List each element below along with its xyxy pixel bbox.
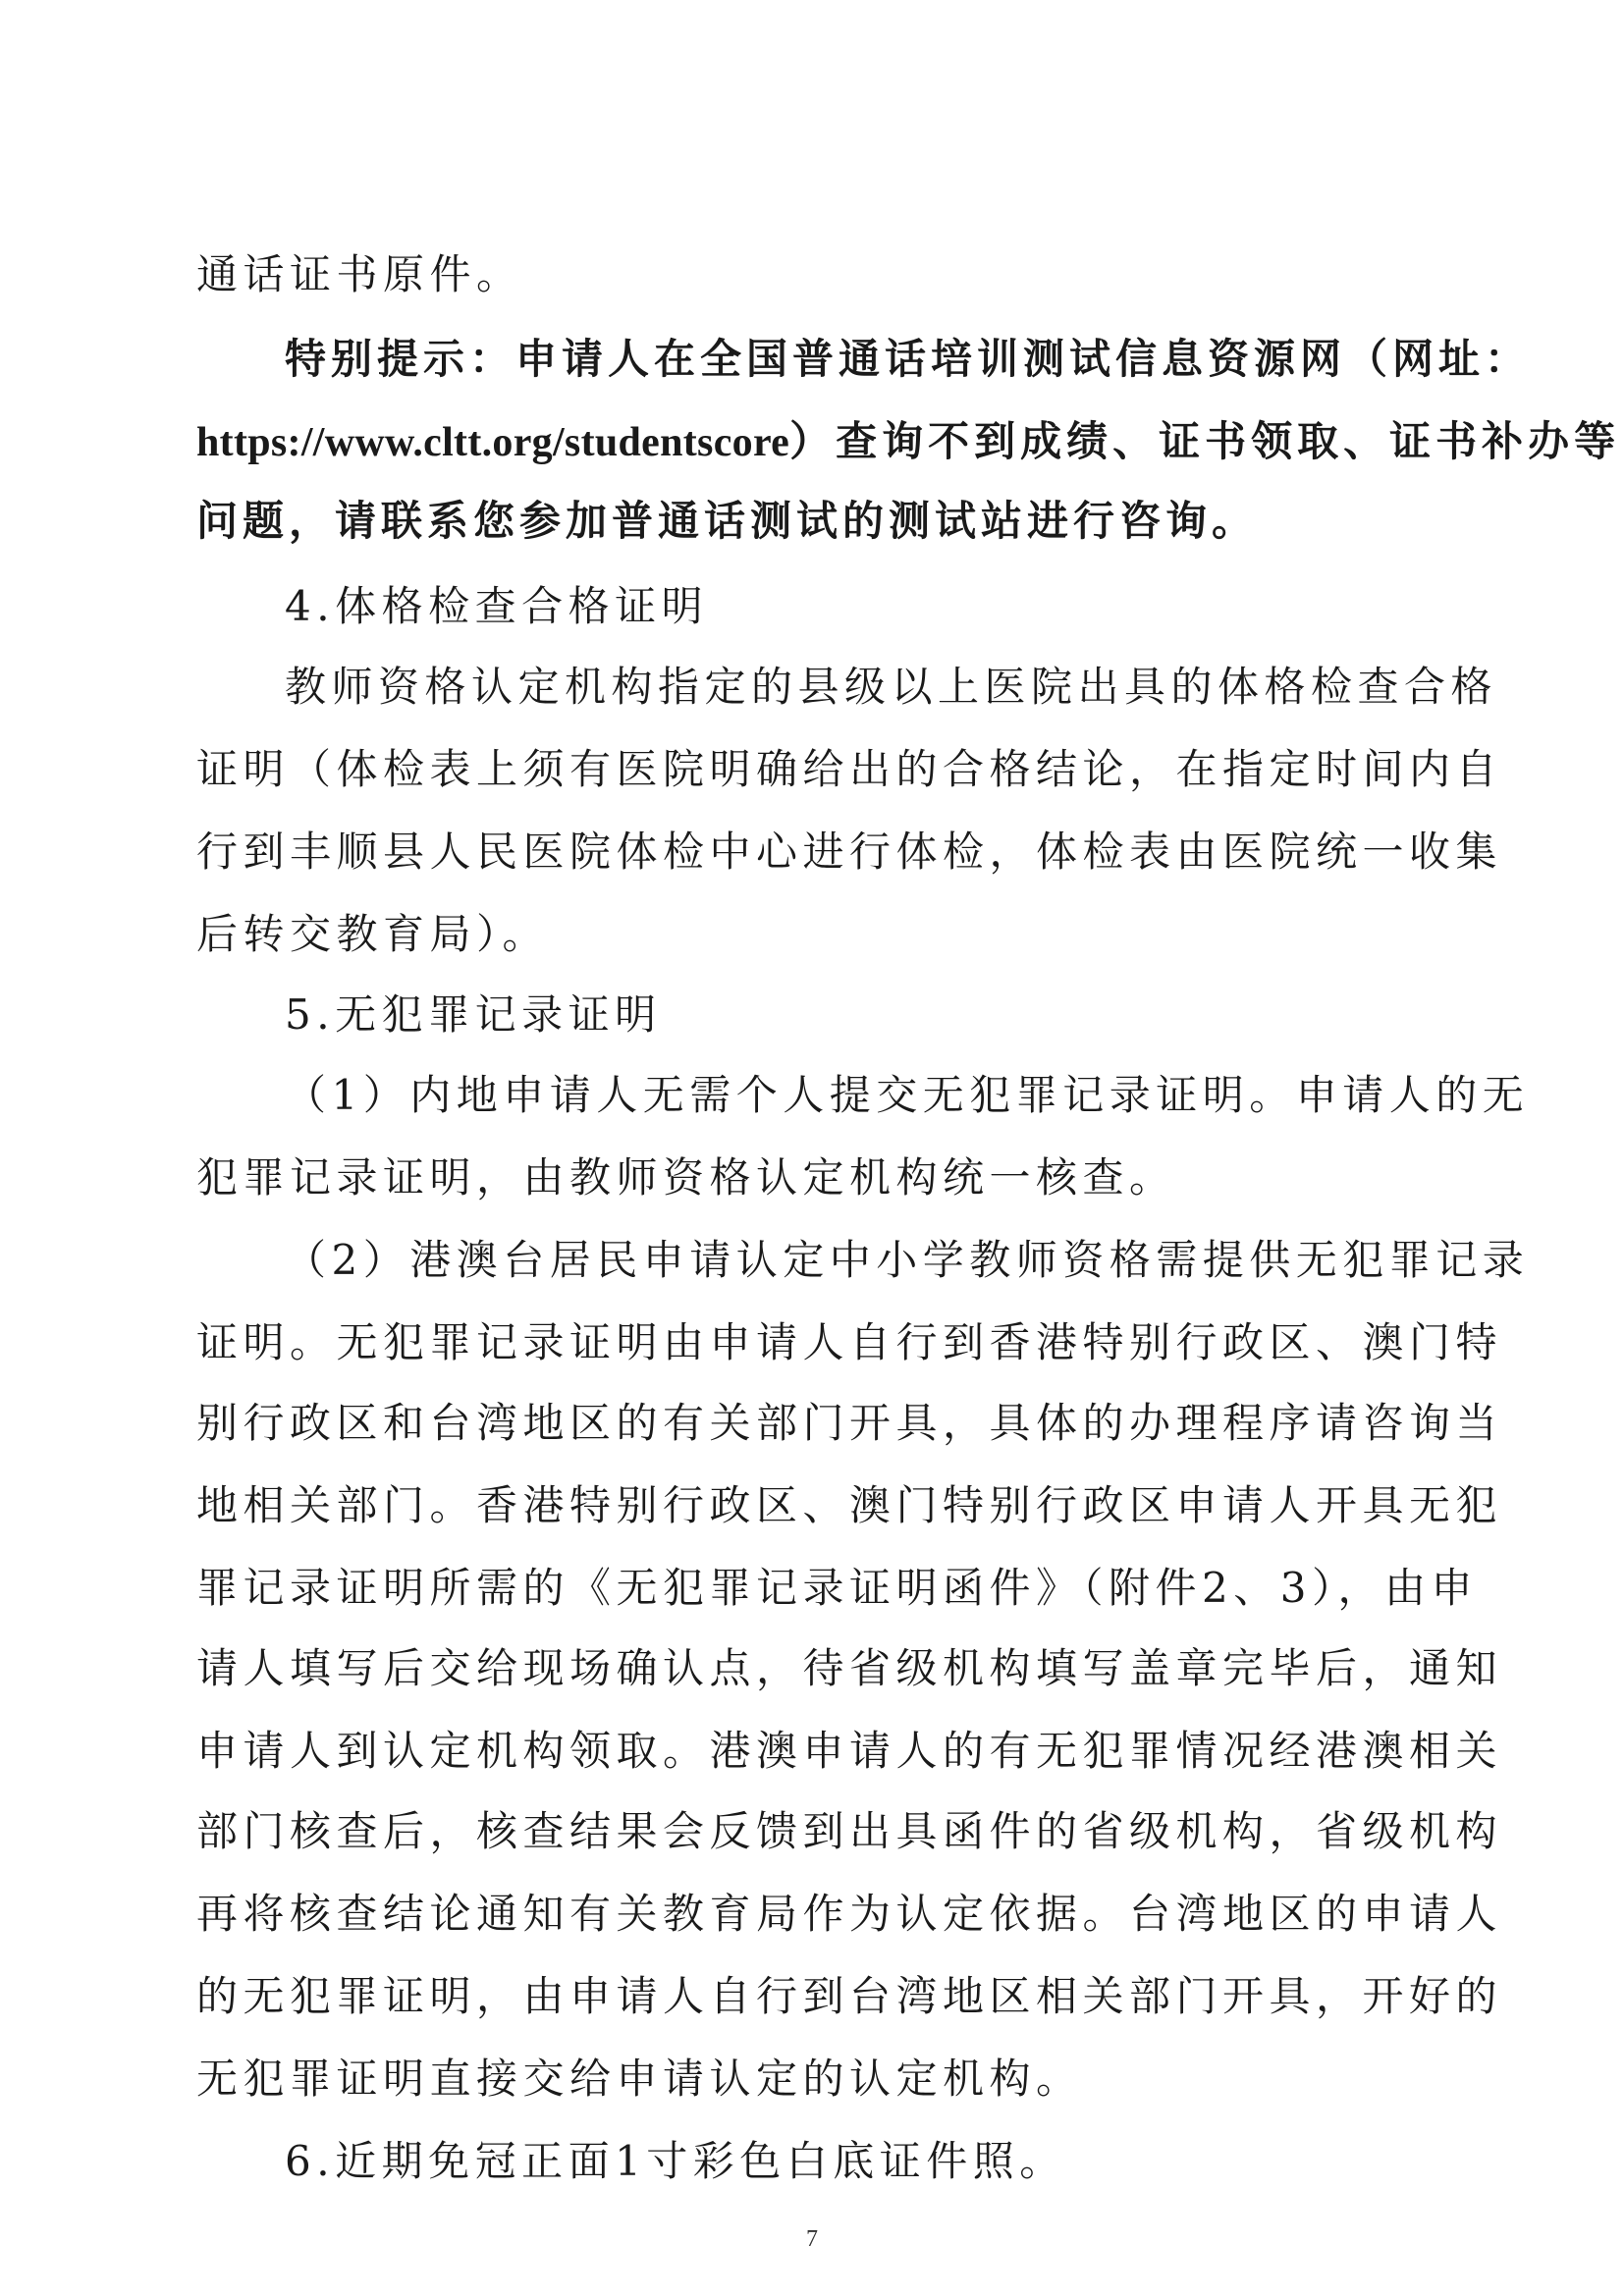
special-notice-text: ）查询不到成绩、证书领取、证书补办等: [789, 417, 1621, 465]
section-heading-4: 4.体格检查合格证明: [285, 582, 709, 630]
special-notice-heading: 特别提示：申请人在全国普通话培训测试信息资源网（网址：: [285, 335, 1532, 383]
text-line: （1）内地申请人无需个人提交无犯罪记录证明。申请人的无: [285, 1071, 1530, 1119]
text-line: （2）港澳台居民申请认定中小学教师资格需提供无犯罪记录: [285, 1236, 1530, 1284]
special-notice-line: 问题，请联系您参加普通话测试的测试站进行咨询。: [196, 497, 1259, 545]
text-line: 通话证书原件。: [196, 250, 523, 298]
text-line: 证明。无犯罪记录证明由申请人自行到香港特别行政区、澳门特: [196, 1318, 1503, 1366]
text-line: 证明（体检表上须有医院明确给出的合格结论，在指定时间内自: [196, 745, 1503, 793]
website-url[interactable]: https://www.cltt.org/studentscore: [196, 420, 790, 465]
section-heading-6: 6.近期免冠正面1寸彩色白底证件照。: [285, 2137, 1066, 2185]
text-line: 请人填写后交给现场确认点，待省级机构填写盖章完毕后，通知: [196, 1644, 1503, 1692]
section-heading-5: 5.无犯罪记录证明: [285, 990, 662, 1039]
text-line: 后转交教育局）。: [196, 910, 550, 958]
special-notice-line: [196, 414, 1620, 469]
text-line: 别行政区和台湾地区的有关部门开具，具体的办理程序请咨询当: [196, 1399, 1503, 1447]
text-line: 行到丰顺县人民医院体检中心进行体检，体检表由医院统一收集: [196, 828, 1503, 876]
text-line: 教师资格认定机构指定的县级以上医院出具的体格检查合格: [285, 663, 1498, 711]
text-line: 罪记录证明所需的《无犯罪记录证明函件》（附件2、3），由申: [196, 1564, 1478, 1612]
text-line: 无犯罪证明直接交给申请认定的认定机构。: [196, 2055, 1083, 2103]
text-line: 地相关部门。香港特别行政区、澳门特别行政区申请人开具无犯: [196, 1481, 1503, 1529]
page-number: 7: [806, 2226, 818, 2252]
text-line: 犯罪记录证明，由教师资格认定机构统一核查。: [196, 1153, 1176, 1201]
text-line: 再将核查结论通知有关教育局作为认定依据。台湾地区的申请人: [196, 1890, 1503, 1938]
text-line: 的无犯罪证明，由申请人自行到台湾地区相关部门开具，开好的: [196, 1972, 1503, 2020]
text-line: 部门核查后，核查结果会反馈到出具函件的省级机构，省级机构: [196, 1807, 1503, 1855]
text-line: 申请人到认定机构领取。港澳申请人的有无犯罪情况经港澳相关: [196, 1727, 1503, 1775]
